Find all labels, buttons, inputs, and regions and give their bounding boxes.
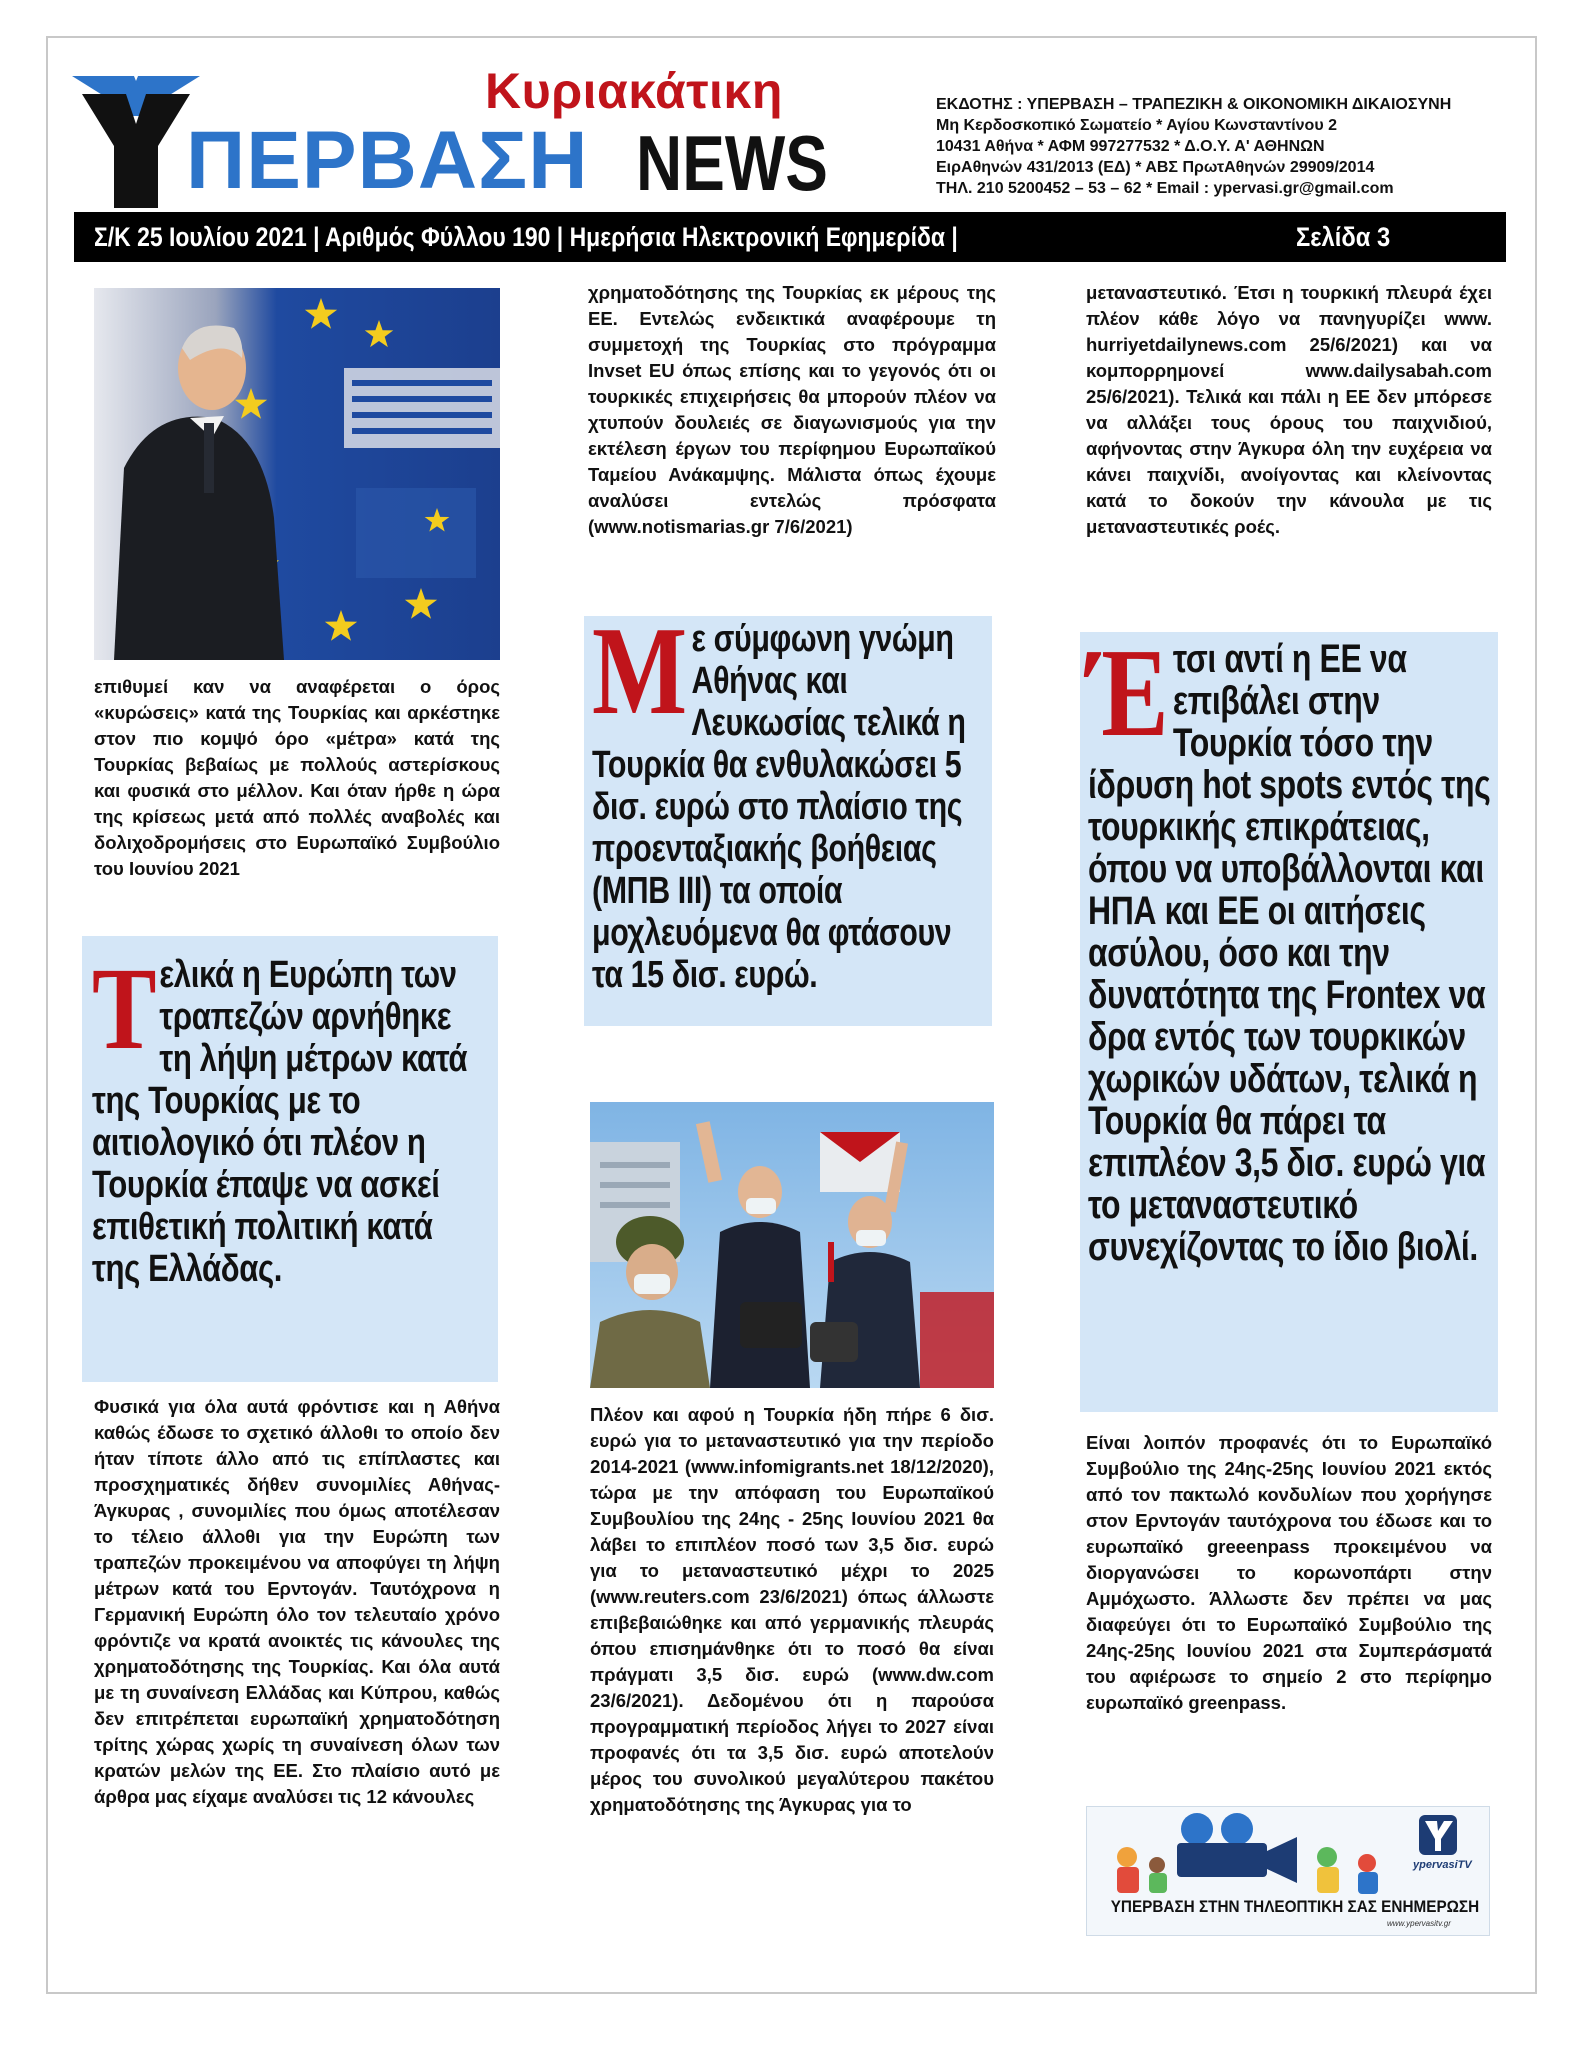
pullquote-body: τσι αντί η ΕΕ να επιβάλει στην Τουρκία τόσο την ίδρυση hot spots εντός της τουρκικής επικράτειας, όπου να υποβάλλονται και ΗΠΑ και ΕΕ οι αιτήσεις ασύλου, όσο και την δυνατότητα της Frontex να δρα εντός των τουρκικών χωρικών υδάτων, τελικά η Τουρκία θα πάρει τα επιπλέον 3,5 δισ. ευρώ για το μεταναστευτικό συνεχίζοντας το ίδιο βιολί. [1088,637,1491,1269]
tv-banner-url: www.ypervasitv.gr [1387,1919,1451,1928]
article-text: Είναι λοιπόν προφανές ότι το Ευρωπαϊκό Συμβούλιο της 24ης-25ης Ιουνίου 2021 εκτός από τον πακτωλό κονδυλίων που χορήγησε στον Ερντογάν ταυτόχρονα του έδωσε και το ευρωπαϊκό greeenpass προκειμένου να διοργανώσει το κορωνοπάρτι στην Αμμόχωστο. Άλλωστε δεν πρέπει να μας διαφεύγει ότι το Ευρωπαϊκό Συμβούλιο της 24ης-25ης Ιουνίου 2021 στα Συμπεράσματά του αφιέρωσε το σημείο 2 στο περίφημο ευρωπαϊκό greenpass. [1086,1432,1492,1713]
page-number: Σελίδα 3 [1296,222,1391,252]
article-text: χρηματοδότησης της Τουρκίας εκ μέρους της ΕΕ. Εντελώς ενδεικτικά αναφέρουμε τη συμμετοχή της Τουρκίας στο πρόγραμμα Invset EU όπως επίσης και το γεγονός ότι οι τουρκικές επιχειρήσεις θα μπορούν πλέον να χτυπούν δουλειές σε διαγωνισμούς για την εκτέλεση έργων του περίφημου Ευρωπαϊκού Ταμείου Ανάκαμψης. Μάλιστα όπως έχουμε αναλύσει εντελώς πρόσφατα (www.notismarias.gr 7/6/2021) [588,282,996,537]
article-text: μεταναστευτικό. Έτσι η τουρκική πλευρά έχει πλέον κάθε λόγο να πανηγυρίζει www. hurriyetdailynews.com 25/6/2021) και να κομπορρημονεί www.dailysabah.com 25/6/2021). Τελικά και πάλι η ΕΕ δεν μπόρεσε να αλλάξει τους όρους του παιχνιδιού, αφήνοντας στην Άγκυρα όλη την ευχέρεια να κάνει παιχνίδι, ανοίγοντας και κλείνοντας κατά το δοκούν την κάνουλα με τις μεταναστευτικές ροές. [1086,282,1492,537]
photo-erdogan-waving-image [590,1102,994,1388]
logo-kyriakatiki: Κυριακάτικη [485,63,783,119]
tv-brand-label: ypervasiTV [1413,1859,1472,1871]
logo-news: NEWS [636,119,828,207]
publisher-line: Μη Κερδοσκοπικό Σωματείο * Αγίου Κωνσταντίνου 2 [936,117,1337,134]
photo-erdogan-eu-flag [94,288,500,660]
drop-cap: Μ [592,602,687,741]
photo-erdogan-waving [590,1102,994,1388]
masthead [70,58,1510,208]
pullquote-text [92,943,486,1290]
pullquote-box [82,936,498,1382]
drop-cap: Έ [1088,624,1169,763]
publisher-info [936,94,1516,199]
pullquote-text [1088,624,1496,1269]
publisher-contact-line: ΤΗΛ. 210 5200452 – 53 – 62 * Email : ypervasi.gr@gmail.com [936,180,1394,197]
issue-info: Σ/Κ 25 Ιουλίου 2021 | Αριθμός Φύλλου 190 | Ημερήσια Ηλεκτρονική Εφημερίδα | [94,222,958,252]
publisher-line: ΕΚΔΟΤΗΣ : ΥΠΕΡΒΑΣΗ – ΤΡΑΠΕΖΙΚΗ & ΟΙΚΟΝΟΜΙΚΗ ΔΙΚΑΙΟΣΥΝΗ [936,96,1452,113]
publisher-line: 10431 Αθήνα * ΑΦΜ 997277532 * Δ.Ο.Υ. Α' ΑΘΗΝΩΝ [936,138,1325,155]
tv-banner-illustration [1087,1807,1490,1897]
pullquote-box [584,602,992,1026]
article-text: Πλέον και αφού η Τουρκία ήδη πήρε 6 δισ. ευρώ για το μεταναστευτικό για την περίοδο 2014-2021 (www.infomigrants.net 18/12/2020), τώρα με την απόφαση του Ευρωπαϊκού Συμβουλίου της 24ης - 25ης Ιουνίου 2021 θα λάβει το επιπλέον ποσό των 3,5 δισ. ευρώ για το μεταναστευτικό μέχρι το 2025 (www.reuters.com 23/6/2021) όπως άλλωστε επιβεβαιώθηκε και από γερμανικής πλευράς όπου επισημάνθηκε ότι το ποσό θα είναι πράγματι 3,5 δισ. ευρώ (www.dw.com 23/6/2021). Δεδομένου ότι η παρούσα προγραμματική περίοδος λήγει το 2027 είναι προφανές ότι τα 3,5 δισ. ευρώ αποτελούν μέρος του συνολικού μεγαλύτερου πακέτου χρηματοδότησης της Άγκυρας για το [590,1404,994,1815]
pullquote-text [592,602,984,996]
pullquote-body: ελικά η Ευρώπη των τραπεζών αρνήθηκε τη λήψη μέτρων κατά της Τουρκίας με το αιτιολογικό ότι πλέον η Τουρκία έπαψε να ασκεί επιθετική πολιτική κατά της Ελλάδας. [92,954,468,1290]
issue-bar [74,212,1506,262]
pullquote-body: ε σύμφωνη γνώμη Αθήνας και Λευκωσίας τελικά η Τουρκία θα ενθυλακώσει 5 δισ. ευρώ στο πλαίσιο της προενταξιακής βοήθειας (ΜΠΒ ΙΙΙ) τα οποία μοχλευόμενα θα φτάσουν τα 15 δισ. ευρώ. [592,618,966,996]
pullquote-box [1080,624,1498,1412]
logo-y-icon [72,76,200,208]
tv-banner-title: ΥΠΕΡΒΑΣΗ ΣΤΗΝ ΤΗΛΕΟΠΤΙΚΗ ΣΑΣ ΕΝΗΜΕΡΩΣΗ [1110,1897,1480,1916]
article-text: επιθυμεί καν να αναφέρεται ο όρος «κυρώσεις» κατά της Τουρκίας και αρκέστηκε στον πιο κομψό όρο «μέτρα» κατά της Τουρκίας βεβαίως με πολλούς αστερίσκους και φυσικά στο μέλλον. Και όταν ήρθε η ώρα της κρίσεως μετά από πολλές αναβολές και δολιχοδρομήσεις στο Ευρωπαϊκό Συμβούλιο του Ιουνίου 2021 [94,676,500,879]
article-text: Φυσικά για όλα αυτά φρόντισε και η Αθήνα καθώς έδωσε το σχετικό άλλοθι το οποίο δεν ήταν τίποτε άλλο από τις επίπλαστες και προσχηματικές δήθεν συνομιλίες Αθήνας-Άγκυρας , συνομιλίες που όμως αποτέλεσαν το τέλειο άλλοθι για την Ευρώπη των τραπεζών προκειμένου να αποφύγει τη λήψη μέτρων κατά του Ερντογάν. Ταυτόχρονα η Γερμανική Ευρώπη όλο τον τελευταίο χρόνο φρόντιζε να κρατά ανοικτές τις κάνουλες της χρηματοδότησης της Τουρκίας. Και όλα αυτά με τη συναίνεση Ελλάδας και Κύπρου, καθώς δεν επιτρέπεται ευρωπαϊκή χρηματοδότηση τρίτης χώρας χωρίς τη συναίνεση όλων των κρατών μελών της ΕΕ. Στο πλαίσιο αυτό με άρθρα μας είχαμε αναλύσει τις 12 κάνουλες [94,1396,500,1807]
drop-cap: Τ [92,943,157,1074]
ypervasi-tv-banner[interactable] [1086,1806,1490,1936]
logo-yperbasi: ΠΕΡΒΑΣΗ [186,115,589,206]
publisher-line: ΕιρΑθηνών 431/2013 (ΕΔ) * ΑΒΣ ΠρωτΑθηνών 29909/2014 [936,159,1375,176]
newspaper-logo[interactable] [70,58,850,208]
photo-erdogan-eu-flag-image [94,288,500,660]
